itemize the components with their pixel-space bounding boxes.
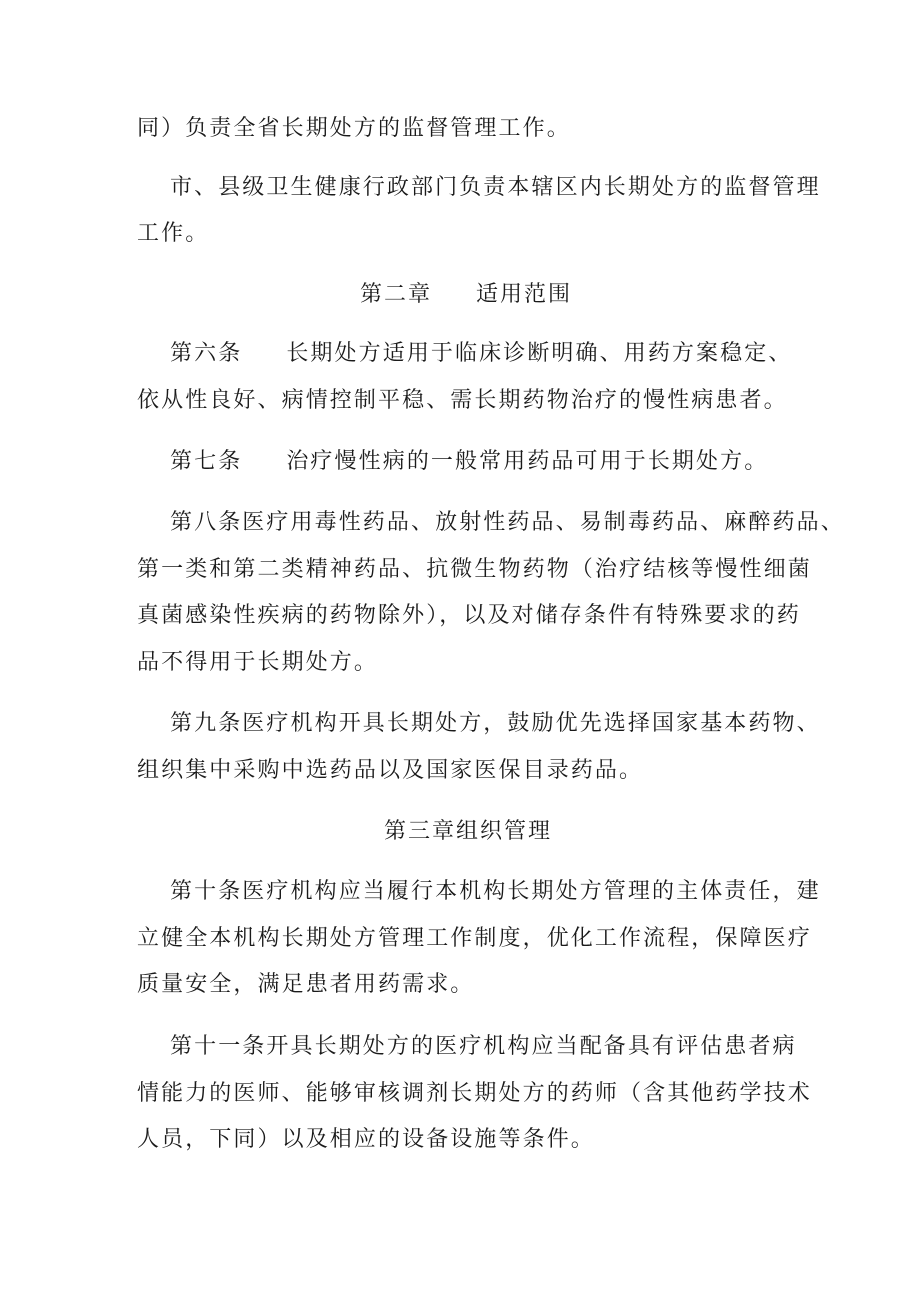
article-seven-text-1: 治疗慢性病的一般常用药品可用于长期处方。 bbox=[286, 449, 769, 474]
chapter-three-heading: 第三章组织管理 bbox=[384, 819, 553, 844]
paragraph-continuation-line-1: 同）负责全省长期处方的监督管理工作。 bbox=[137, 116, 571, 141]
article-ten-line-1: 第十条医疗机构应当履行本机构长期处方管理的主体责任，建 bbox=[170, 879, 821, 904]
article-eleven-line-3: 人员，下同）以及相应的设备设施等条件。 bbox=[137, 1127, 595, 1152]
article-eight-line-4: 品不得用于长期处方。 bbox=[137, 650, 379, 675]
article-six-number: 第六条 bbox=[170, 341, 243, 366]
article-seven-line-1 bbox=[170, 449, 768, 475]
article-eleven-line-2: 情能力的医师、能够审核调剂长期处方的药师（含其他药学技术 bbox=[137, 1081, 812, 1106]
chapter-two-title: 适用范围 bbox=[476, 282, 573, 307]
article-eight-line-2: 第一类和第二类精神药品、抗微生物药物（治疗结核等慢性细菌 bbox=[137, 557, 812, 582]
paragraph-city-county-line-1: 市、县级卫生健康行政部门负责本辖区内长期处方的监督管理 bbox=[170, 175, 821, 200]
article-six-text-1: 长期处方适用于临床诊断明确、用药方案稳定、 bbox=[286, 341, 793, 366]
article-six-line-1 bbox=[170, 341, 792, 367]
article-eight-line-3: 真菌感染性疾病的药物除外），以及对储存条件有特殊要求的药 bbox=[137, 603, 801, 628]
chapter-two-number: 第二章 bbox=[360, 282, 433, 307]
article-six-line-2: 依从性良好、病情控制平稳、需长期药物治疗的慢性病患者。 bbox=[137, 388, 788, 413]
article-ten-line-2: 立健全本机构长期处方管理工作制度，优化工作流程，保障医疗 bbox=[137, 926, 812, 951]
article-eleven-line-1: 第十一条开具长期处方的医疗机构应当配备具有评估患者病 bbox=[170, 1034, 797, 1059]
article-ten-line-3: 质量安全，满足患者用药需求。 bbox=[137, 972, 475, 997]
chapter-two-heading bbox=[360, 282, 572, 308]
article-nine-line-2: 组织集中采购中选药品以及国家医保目录药品。 bbox=[137, 758, 644, 783]
article-eight-line-1: 第八条医疗用毒性药品、放射性药品、易制毒药品、麻醉药品、 bbox=[170, 510, 845, 535]
paragraph-city-county-line-2: 工作。 bbox=[137, 221, 210, 246]
article-nine-line-1: 第九条医疗机构开具长期处方，鼓励优先选择国家基本药物、 bbox=[170, 711, 821, 736]
article-seven-number: 第七条 bbox=[170, 449, 243, 474]
